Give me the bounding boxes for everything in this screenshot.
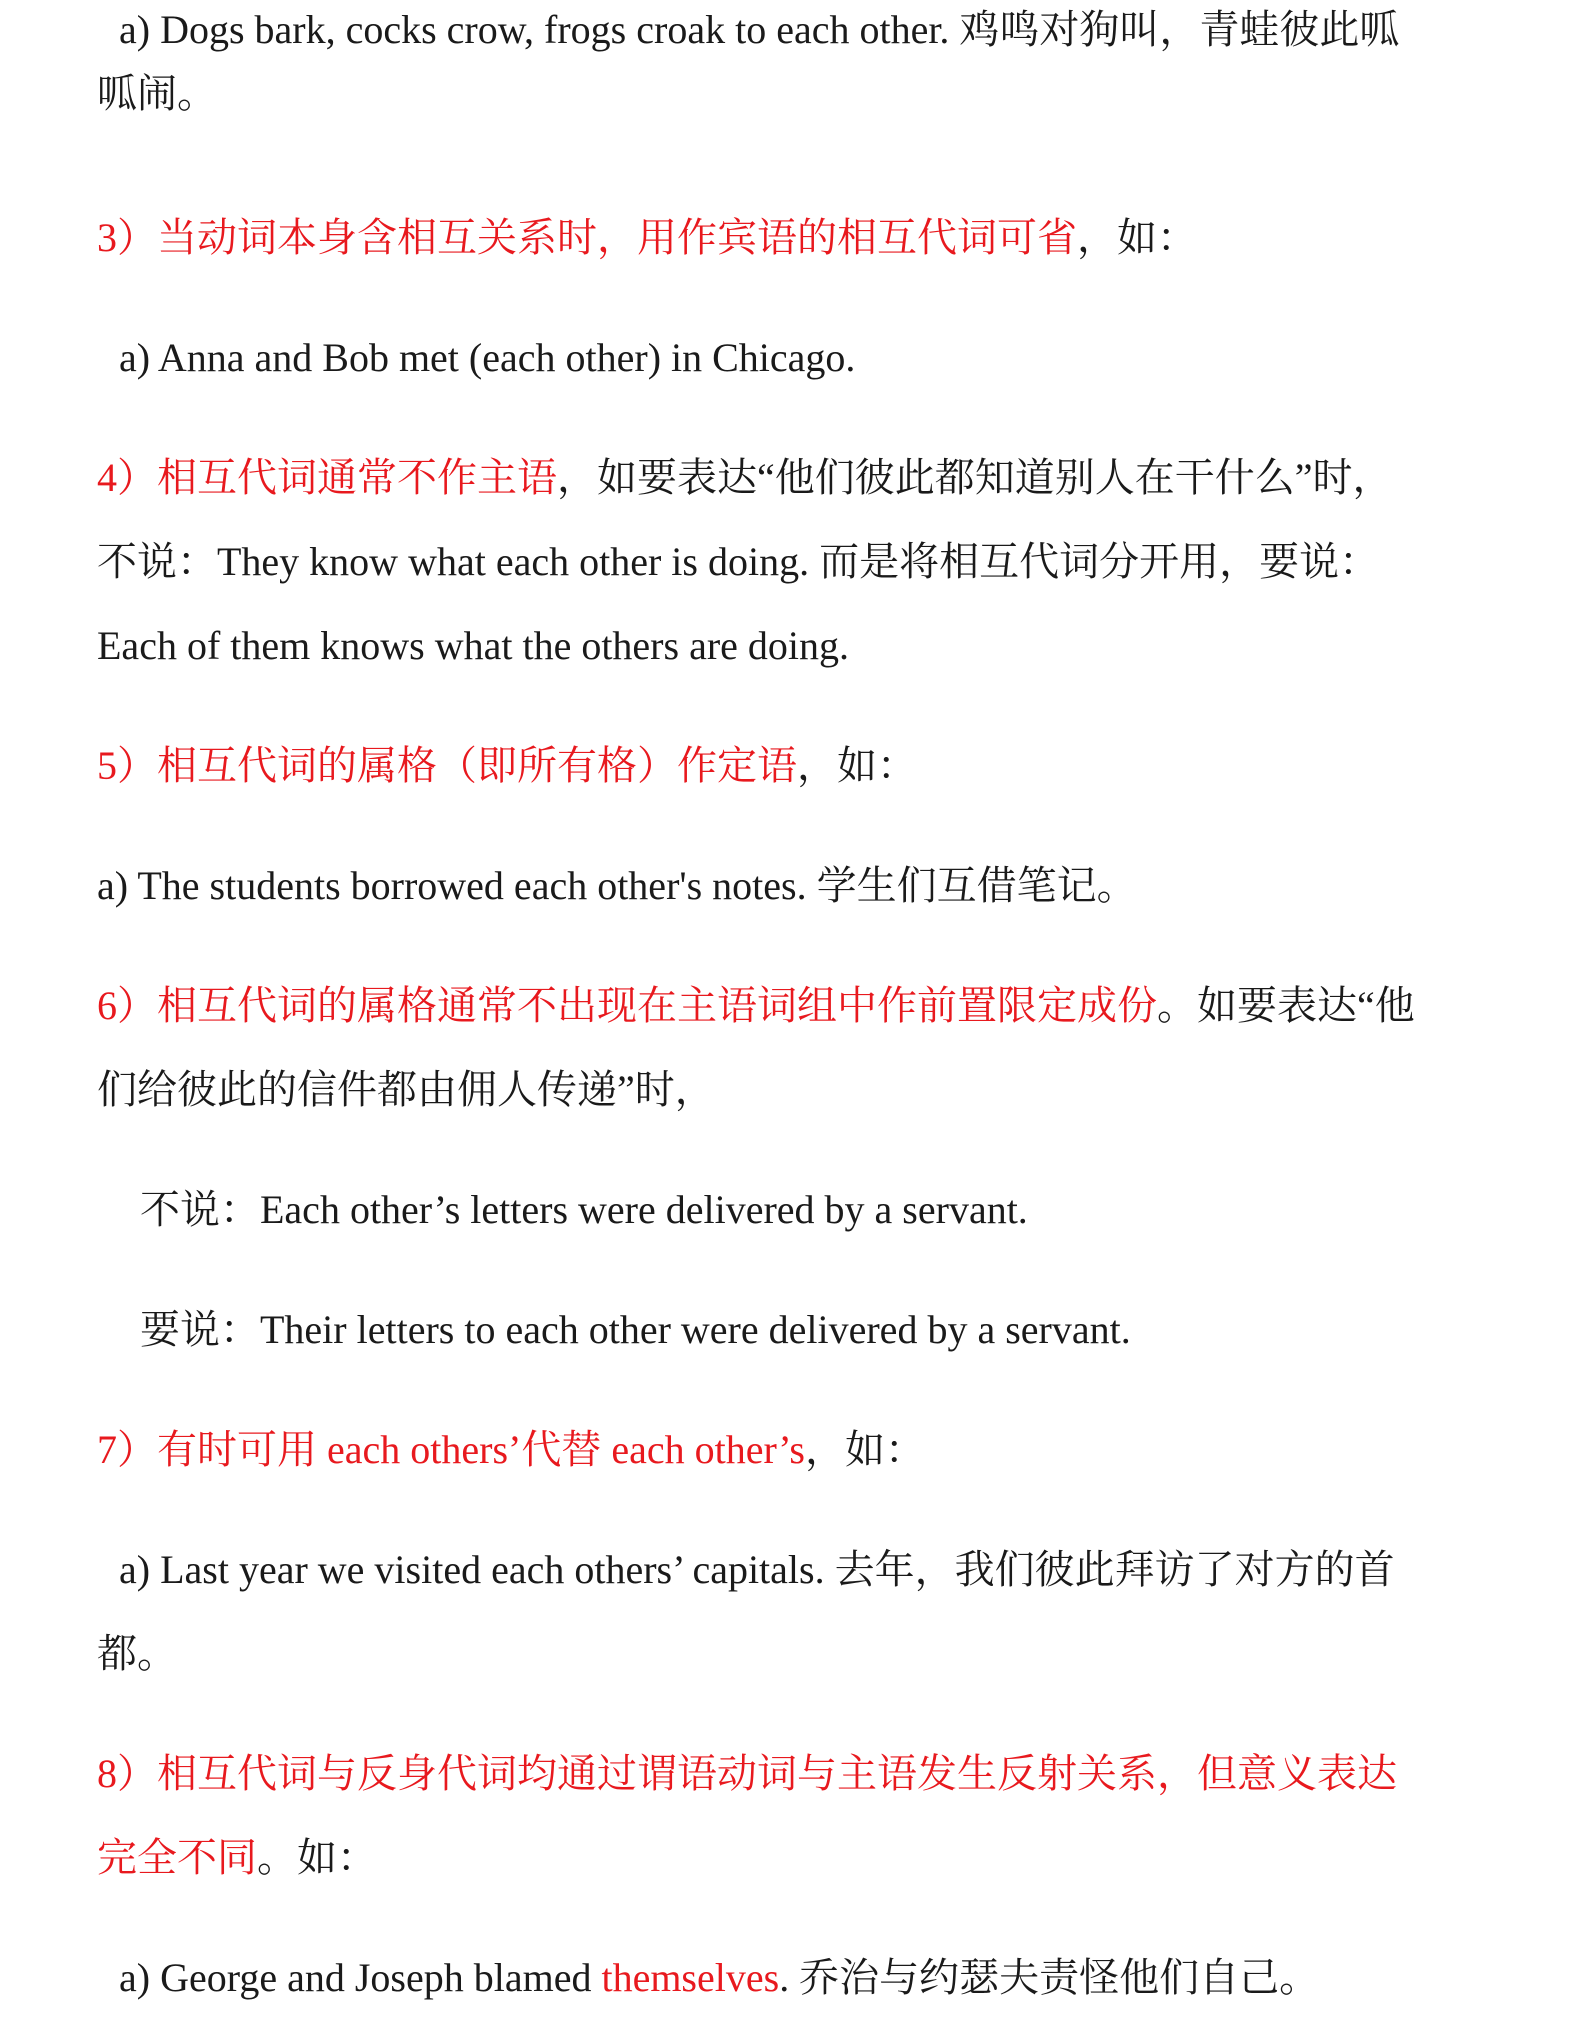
highlight-themselves: themselves <box>601 1955 780 2000</box>
line-text: a) Anna and Bob met (each other) in Chicago. <box>119 335 856 380</box>
rule-8-line-2 <box>97 1832 1507 1884</box>
rule-6-suffix: 。如要表达“他 <box>1157 983 1415 1028</box>
example-anna-bob <box>119 332 1507 384</box>
rule-3-heading <box>97 212 1507 264</box>
rule-7-suffix: ，如： <box>804 1427 925 1472</box>
line-text: 们给彼此的信件都由佣人传递”时， <box>97 1067 715 1112</box>
rule-5-title: 5）相互代词的属格（即所有格）作定语 <box>97 743 797 788</box>
example-george-joseph <box>119 1952 1507 2004</box>
example-students <box>97 860 1507 912</box>
rule-4-line-3 <box>97 620 1507 672</box>
rule-6-title: 6）相互代词的属格通常不出现在主语词组中作前置限定成份 <box>97 983 1157 1028</box>
line-text: 都。 <box>97 1631 177 1676</box>
line-text: a) George and Joseph blamed <box>119 1955 602 2000</box>
rule-7-title: 7）有时可用 each others’代替 each other’s <box>97 1427 805 1472</box>
rule-6-heading <box>97 980 1507 1032</box>
line-text: 呱闹。 <box>97 71 217 116</box>
rule-3-suffix: ，如： <box>1077 215 1197 260</box>
line-text: Each of them knows what the others are doing. <box>97 623 850 668</box>
line-text-tail: . 乔治与约瑟夫责怪他们自己。 <box>779 1955 1320 2000</box>
rule-4-title: 4）相互代词通常不作主语 <box>97 455 557 500</box>
rule-4-suffix: ，如要表达“他们彼此都知道别人在干什么”时， <box>557 455 1393 500</box>
rule-8-title-continued: 完全不同 <box>97 1835 257 1880</box>
rule-3-title: 3）当动词本身含相互关系时，用作宾语的相互代词可省 <box>97 215 1077 260</box>
rule-4-heading <box>97 452 1507 504</box>
example-do-say <box>140 1304 1507 1356</box>
line-text: 不说：Each other’s letters were delivered by a servant. <box>140 1187 1028 1232</box>
rule-8-heading <box>97 1748 1507 1800</box>
line-text: a) Last year we visited each others’ capitals. 去年，我们彼此拜访了对方的首 <box>119 1547 1395 1592</box>
example-dogs-bark-continued <box>97 68 1507 120</box>
rule-4-line-2 <box>97 536 1507 588</box>
rule-8-suffix: 。如： <box>257 1835 377 1880</box>
example-dogs-bark <box>119 4 1507 56</box>
rule-8-title: 8）相互代词与反身代词均通过谓语动词与主语发生反射关系，但意义表达 <box>97 1751 1397 1796</box>
line-text: 不说：They know what each other is doing. 而是将相互代词分开用，要说： <box>97 539 1380 584</box>
rule-6-line-2 <box>97 1064 1507 1116</box>
rule-5-heading <box>97 740 1507 792</box>
rule-5-suffix: ，如： <box>797 743 917 788</box>
rule-7-heading <box>97 1424 1507 1476</box>
line-text: a) Dogs bark, cocks crow, frogs croak to each other. 鸡鸣对狗叫，青蛙彼此呱 <box>119 7 1400 52</box>
line-text: 要说：Their letters to each other were delivered by a servant. <box>140 1307 1131 1352</box>
example-dont-say <box>140 1184 1507 1236</box>
line-text: a) The students borrowed each other's notes. 学生们互借笔记。 <box>97 863 1137 908</box>
example-capitals <box>119 1544 1507 1596</box>
example-capitals-continued <box>97 1628 1507 1680</box>
